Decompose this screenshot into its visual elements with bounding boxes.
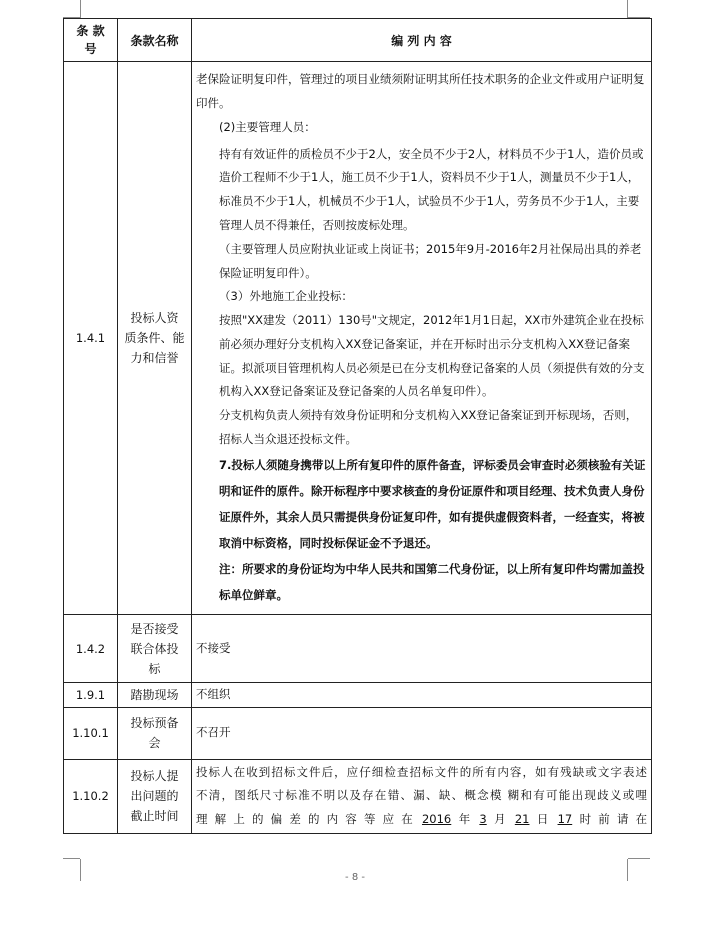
clause-number: 1.9.1 [64,683,118,708]
paragraph: （3）外地施工企业投标： [219,289,353,304]
paragraph: 按照"XX建发（2011）130号"文规定，2012年1月1日起，XX市外建筑企业在投标前必须办理好分支机构入XX登记备案证，并在开标时出示分支机构入XX登记备案证。拟派项目管理机构人员必须是已在分支机构登记备案的人员（须提供有效的分支机构入XX登记备案证及登记备案的人员名单复印件）。 [219,313,645,399]
header-row [64,19,652,62]
header-content: 编 列 内 容 [192,19,652,62]
table-row [64,683,652,708]
clause-content [192,62,652,615]
content-line: 投标人在收到招标文件后，应仔细检查招标文件的所有内容，如有残缺或文字表述 [196,764,647,779]
table-row [64,707,652,759]
deadline-month: 3 [479,812,487,827]
table-row [64,759,652,833]
paragraph: (2)主要管理人员： [219,119,316,134]
paragraph: 持有有效证件的质检员不少于2人，安全员不少于2人，材料员不少于1人，造价员或造价工程师不少于1人，施工员不少于1人，资料员不少于1人，测量员不少于1人，标准员不少于1人，机械员不少于1人，试验员不少于1人，劳务员不少于1人，主要管理人员不得兼任，否则按废标处理。 [219,146,644,232]
header-clause-name: 条款名称 [118,19,192,62]
paragraph: 分支机构负责人须持有效身份证明和分支机构入XX登记备案证到开标现场，否则，招标人当众退还投标文件。 [219,408,638,447]
data-sheet-table [63,18,652,834]
header-clause-number: 条 款 号 [64,19,118,62]
paragraph: 老保险证明复印件，管理过的项目业绩须附证明其所任技术职务的企业文件或用户证明复印件。 [196,72,645,110]
table-row [64,615,652,683]
deadline-day: 21 [514,812,530,827]
clause-name: 投标预备 会 [118,707,192,759]
crop-mark-top-right-v [627,0,628,18]
crop-mark-bottom-right-h [628,858,650,859]
paragraph-bold: 7.投标人须随身携带以上所有复印件的原件备查，评标委员会审查时必须核验有关证明和证件的原件。除开标程序中要求核查的身份证原件和项目经理、技术负责人身份证原件外，其余人员只需提供身份证复印件，如有提供虚假资料者，一经查实，将被取消中标资格，同时投标保证金不予退还。 [219,457,646,550]
paragraph-bold: 注：所要求的身份证均为中华人民共和国第二代身份证，以上所有复印件均需加盖投标单位鲜章。 [219,561,645,602]
deadline-year: 2016 [421,812,452,827]
content-line: 不清，图纸尺寸标准不明以及存在错、漏、缺、概念模 糊和有可能出现歧义或哩 [196,788,647,803]
clause-content: 不召开 [192,707,652,759]
clause-number: 1.10.2 [64,759,118,833]
crop-mark-bottom-left-h [63,858,80,859]
paragraph: （主要管理人员应附执业证或上岗证书；2015年9月-2016年2月社保局出具的养老保险证明复印件）。 [219,241,642,280]
clause-number: 1.4.1 [64,62,118,615]
deadline-hour: 17 [557,812,573,827]
clause-content: 不组织 [192,683,652,708]
clause-name: 投标人提 出问题的 截止时间 [118,759,192,833]
clause-name: 踏勘现场 [118,683,192,708]
clause-name: 是否接受 联合体投 标 [118,615,192,683]
content-line-deadline: 理 解 上 的 偏 差 的 内 容 等 应 在 2016 年 3 月 21 日 17 时 前 请 在 [196,812,648,827]
table-row [64,62,652,615]
clause-content: 不接受 [192,615,652,683]
crop-mark-top-left-v [80,0,81,18]
clause-number: 1.4.2 [64,615,118,683]
clause-content [192,759,652,833]
clause-name: 投标人资 质条件、能 力和信誉 [118,62,192,615]
clause-number: 1.10.1 [64,707,118,759]
page-number: - 8 - [345,872,365,883]
